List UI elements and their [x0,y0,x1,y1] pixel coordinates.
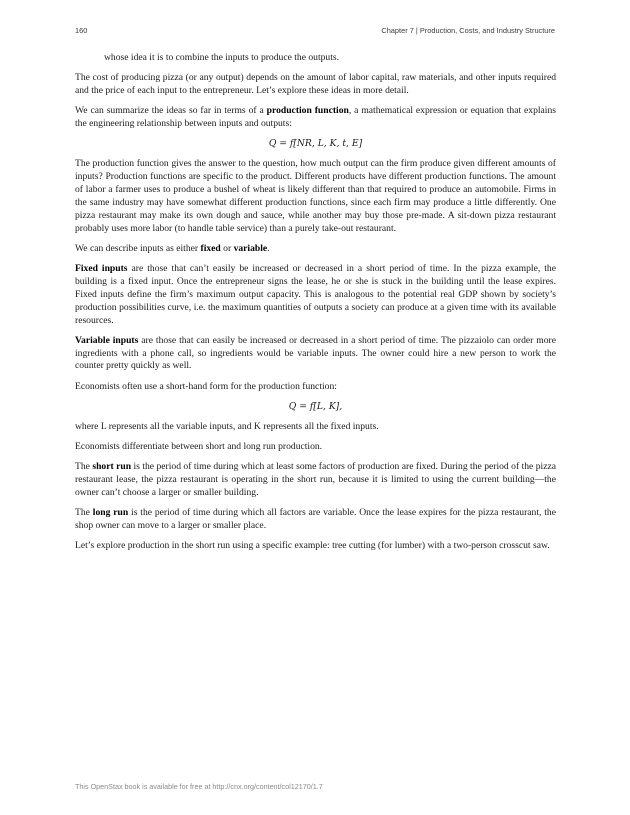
paragraph-cost-of-producing: The cost of producing pizza (or any output) depends on the amount of labor capital, raw materials, and other inputs required and the price of each input to the entrepreneur. Let’s explore these ideas in more detail. [75,72,556,96]
paragraph-where-l-k: where L represents all the variable inputs, and K represents all the fixed inputs. [75,420,379,432]
text-span: is the period of time during which at least some factors of production are fixed. During the period of the pizza restaurant lease, the pizza restaurant is operating in the short run, because it is limited to using the current building—the owner can’t choose a larger or smaller building. [75,460,556,498]
page-body [75,52,556,560]
text-span: are those that can’t easily be increased or decreased in a short period of time. In the pizza example, the building is a fixed input. Once the entrepreneur signs the lease, he or she is stuck in the building until the lease expires. Fixed inputs define the firm’s maximum output capacity. This is analogous to the potential real GDP shown by society’s production possibilities curve, i.e. the maximum quantities of outputs a society can produce at a given time with its available resources. [75,262,556,326]
term-fixed: fixed [200,242,221,254]
text-span: The [75,460,93,472]
paragraph-continuation: whose idea it is to combine the inputs to produce the outputs. [104,52,340,63]
text-span: are those that can easily be increased or decreased in a short period of time. The pizzaiolo can order more ingredients with a phone call, so ingredients would be variable inputs. The owner could hire a new person to work the counter pretty quickly as well. [75,334,556,372]
paragraph-variable-inputs [75,335,556,374]
term-variable: variable [233,242,268,254]
term-long-run: long run [92,506,129,518]
paragraph-long-run [75,507,556,533]
term-short-run: short run [92,460,132,472]
text-span: is the period of time during which all factors are variable. Once the lease expires for the pizza restaurant, the shop owner can move to a larger or smaller place. [75,506,556,531]
text-span: We can summarize the ideas so far in terms of a [75,105,267,117]
equation-equals: = [276,138,290,150]
equation-lhs: Q [268,138,277,150]
paragraph-production-function-explained: The production function gives the answer to the question, how much output can the firm produce given different amounts of inputs? Production functions are specific to the product. Different products have different production functions. The amount of labor a farmer uses to produce a bushel of wheat is likely different than that required to produce an automobile. Firms in the same industry may have somewhat different production functions, since each firm may produce a little differently. One pizza restaurant may make its own dough and sauce, while another may buy those pre-made. A sit-down pizza restaurant probably uses more labor (to handle table service) than a purely take-out restaurant. [75,158,556,234]
text-span: or [220,242,234,254]
paragraph-production-function-intro [75,105,556,131]
page-footer: This OpenStax book is available for free at http://cnx.org/content/col12170/1.7 [75,782,323,791]
equation-production-function [75,138,556,151]
paragraph-fixed-inputs [75,263,556,328]
page-header [75,26,555,38]
equation-equals: = [296,400,310,412]
page-number: 160 [75,26,88,35]
term-fixed-inputs: Fixed inputs [75,262,128,274]
paragraph-short-run [75,461,556,500]
paragraph-short-long-run: Economists differentiate between short and long run production. [75,440,323,452]
paragraph-explore-short-run: Let’s explore production in the short run using a specific example: tree cutting (for lumber) with a two-person crosscut saw. [75,539,550,551]
running-head: Chapter 7 | Production, Costs, and Industry Structure [381,26,555,35]
text-span: The [75,506,93,518]
text-span: . [267,242,270,254]
equation-rhs: f[L, K], [309,400,343,412]
term-production-function: production function [266,105,349,117]
paragraph-fixed-or-variable [75,243,556,256]
text-span: We can describe inputs as either [75,242,201,254]
text-span: , a mathematical expression or equation that explains the engineering relationship between inputs and outputs: [75,105,556,129]
term-variable-inputs: Variable inputs [75,334,139,346]
equation-rhs: f[NR, L, K, t, E] [289,138,363,150]
equation-lhs: Q [288,400,297,412]
equation-short-hand [75,401,556,414]
paragraph-short-hand: Economists often use a short-hand form for the production function: [75,380,337,392]
